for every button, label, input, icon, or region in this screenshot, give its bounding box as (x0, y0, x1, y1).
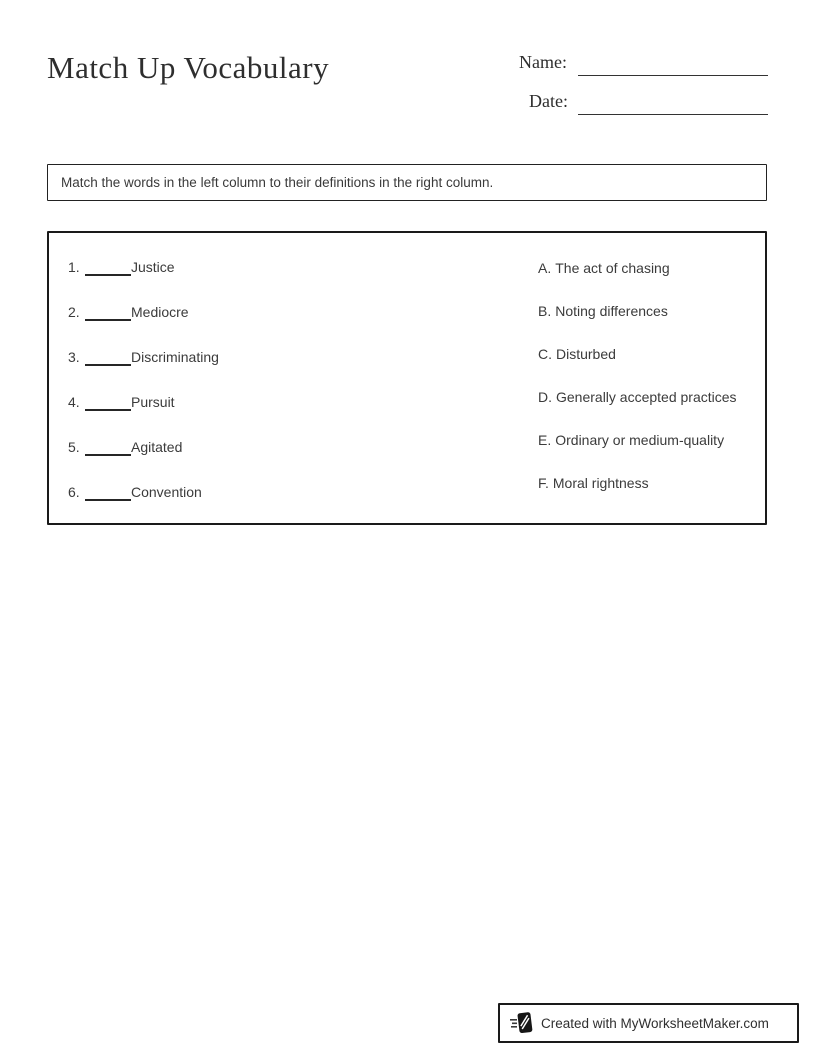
matching-box (47, 231, 767, 525)
word-row (68, 394, 175, 410)
definition-item (538, 475, 649, 491)
page-title: Match Up Vocabulary (47, 50, 330, 85)
word-number: 2. (68, 304, 80, 320)
date-fill-line (578, 114, 768, 115)
word-label: Convention (131, 484, 202, 500)
footer-credit-box (498, 1003, 799, 1043)
instruction-text: Match the words in the left column to their definitions in the right column. (61, 175, 494, 190)
definition-item (538, 303, 668, 319)
answer-blank (85, 262, 131, 276)
definition-letter: C. (538, 346, 552, 362)
definition-item (538, 389, 737, 405)
definition-text: Noting differences (555, 303, 668, 319)
worksheetmaker-logo-icon (510, 1010, 534, 1036)
answer-blank (85, 487, 131, 501)
word-label: Discriminating (131, 349, 219, 365)
word-number: 4. (68, 394, 80, 410)
answer-blank (85, 307, 131, 321)
word-row (68, 304, 189, 320)
definition-text: The act of chasing (555, 260, 670, 276)
instruction-box (47, 164, 767, 201)
definition-letter: E. (538, 432, 552, 448)
word-number: 3. (68, 349, 80, 365)
definition-text: Generally accepted practices (556, 389, 737, 405)
word-label: Agitated (131, 439, 183, 455)
word-label: Mediocre (131, 304, 189, 320)
definition-item (538, 346, 616, 362)
definition-text: Disturbed (556, 346, 616, 362)
word-row (68, 484, 202, 500)
definition-letter: F. (538, 475, 549, 491)
definition-item (538, 260, 670, 276)
name-fill-line (578, 75, 768, 76)
answer-blank (85, 397, 131, 411)
word-number: 5. (68, 439, 80, 455)
word-row (68, 349, 219, 365)
word-number: 1. (68, 259, 80, 275)
definition-letter: D. (538, 389, 552, 405)
word-label: Justice (131, 259, 175, 275)
footer-credit-text: Created with MyWorksheetMaker.com (541, 1015, 769, 1031)
definition-item (538, 432, 724, 448)
definition-letter: B. (538, 303, 552, 319)
definition-text: Ordinary or medium-quality (555, 432, 725, 448)
word-label: Pursuit (131, 394, 175, 410)
word-number: 6. (68, 484, 80, 500)
answer-blank (85, 442, 131, 456)
definition-text: Moral rightness (552, 475, 649, 491)
answer-blank (85, 352, 131, 366)
definition-letter: A. (538, 260, 552, 276)
name-label: Name: (519, 52, 567, 72)
word-row (68, 259, 175, 275)
word-row (68, 439, 182, 455)
date-label: Date: (529, 91, 568, 111)
